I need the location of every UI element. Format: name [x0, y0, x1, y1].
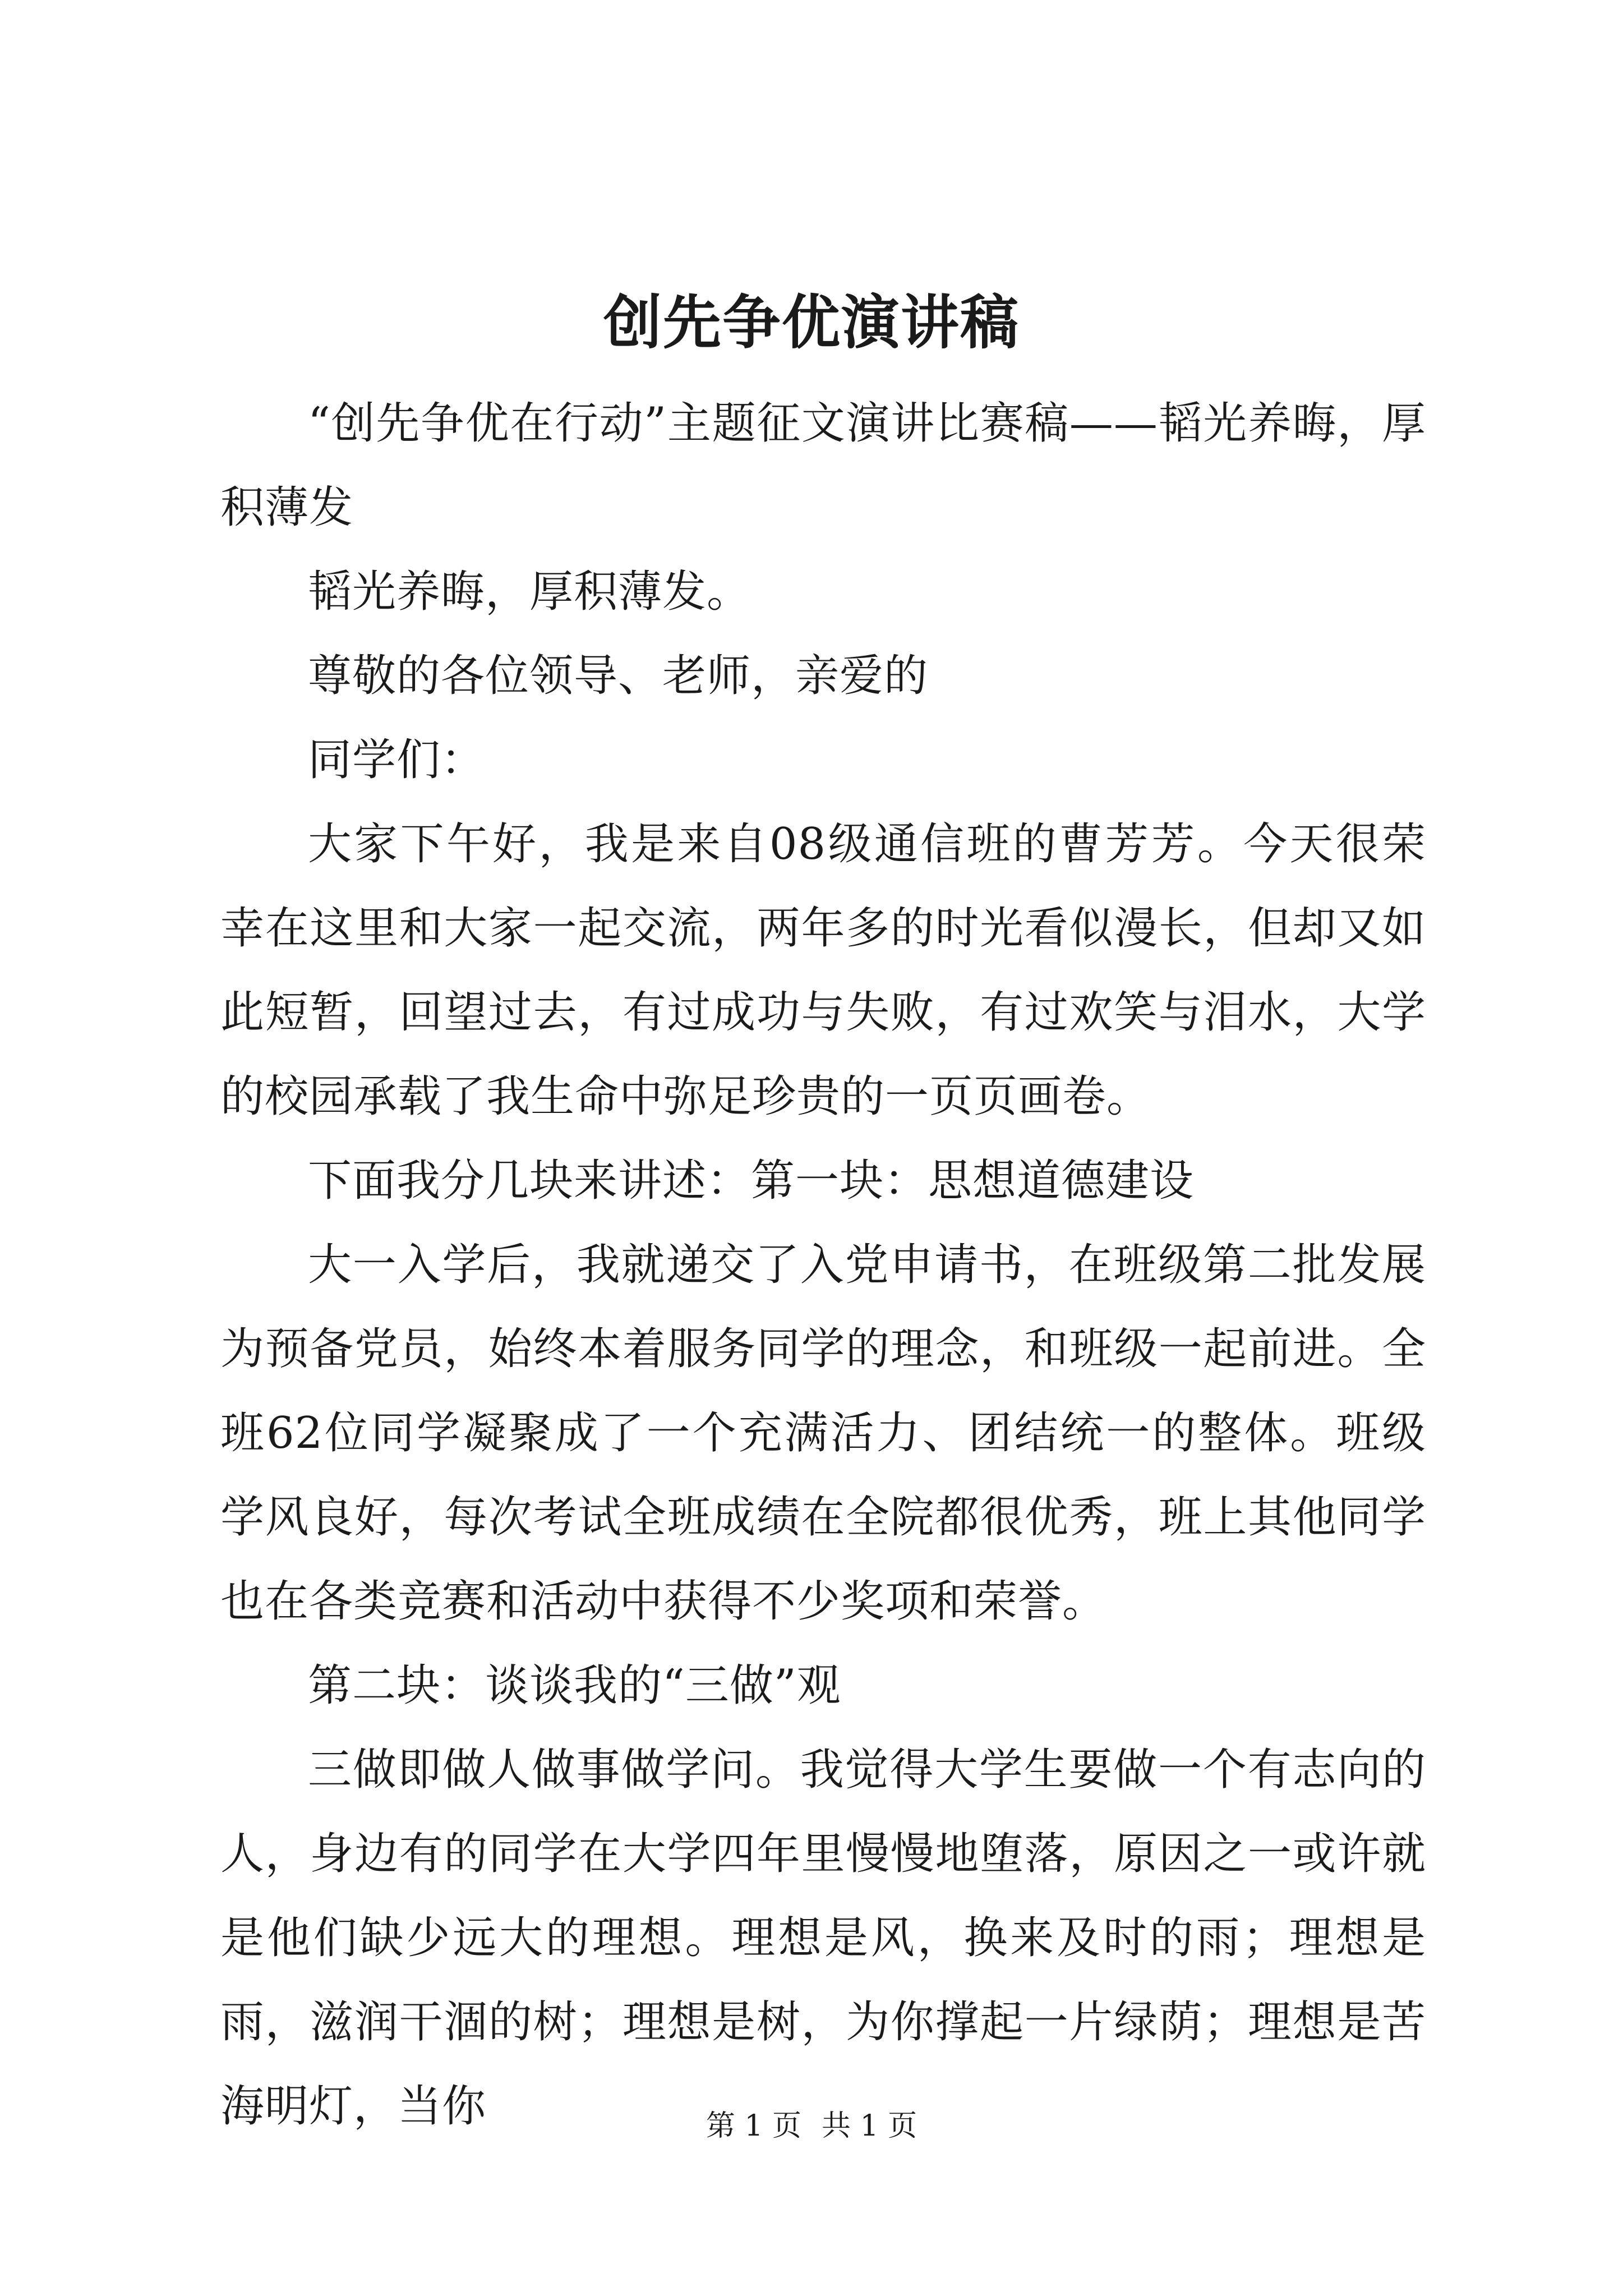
paragraph: 三做即做人做事做学问。我觉得大学生要做一个有志向的人，身边有的同学在大学四年里慢慢地堕落，原因之一或许就是他们缺少远大的理想。理想是风，换来及时的雨；理想是雨，滋润干涸的树；理想是树，为你撑起一片绿荫；理想是苦海明灯，当你: [220, 1745, 1426, 2132]
page-number: 第 1 页: [706, 2109, 801, 2143]
paragraph: 韬光养晦，厚积薄发。: [308, 567, 751, 617]
paragraph: 大一入学后，我就递交了入党申请书，在班级第二批发展为预备党员，始终本着服务同学的理念，和班级一起前进。全班62位同学凝聚成了一个充满活力、团结统一的整体。班级学风良好，每次考试全班成绩在全院都很优秀，班上其他同学也在各类竞赛和活动中获得不少奖项和荣誉。: [220, 1240, 1426, 1627]
paragraph: “创先争优在行动”主题征文演讲比赛稿——韬光养晦，厚积薄发: [220, 398, 1426, 533]
paragraph: 同学们：: [308, 735, 486, 785]
paragraph: 尊敬的各位领导、老师，亲爱的: [308, 651, 929, 701]
page-footer: [0, 2106, 1623, 2146]
page-total: 共 1 页: [822, 2109, 917, 2143]
paragraph: 下面我分几块来讲述：第一块：思想道德建设: [308, 1156, 1195, 1206]
paragraph: 第二块：谈谈我的“三做”观: [308, 1660, 841, 1711]
document-title: 创先争优演讲稿: [603, 288, 1020, 357]
paragraph: 大家下午好，我是来自08级通信班的曹芳芳。今天很荣幸在这里和大家一起交流，两年多的时光看似漫长，但却又如此短暂，回望过去，有过成功与失败，有过欢笑与泪水，大学的校园承载了我生命中弥足珍贵的一页页画卷。: [220, 819, 1426, 1122]
document-body: [220, 381, 1426, 2148]
